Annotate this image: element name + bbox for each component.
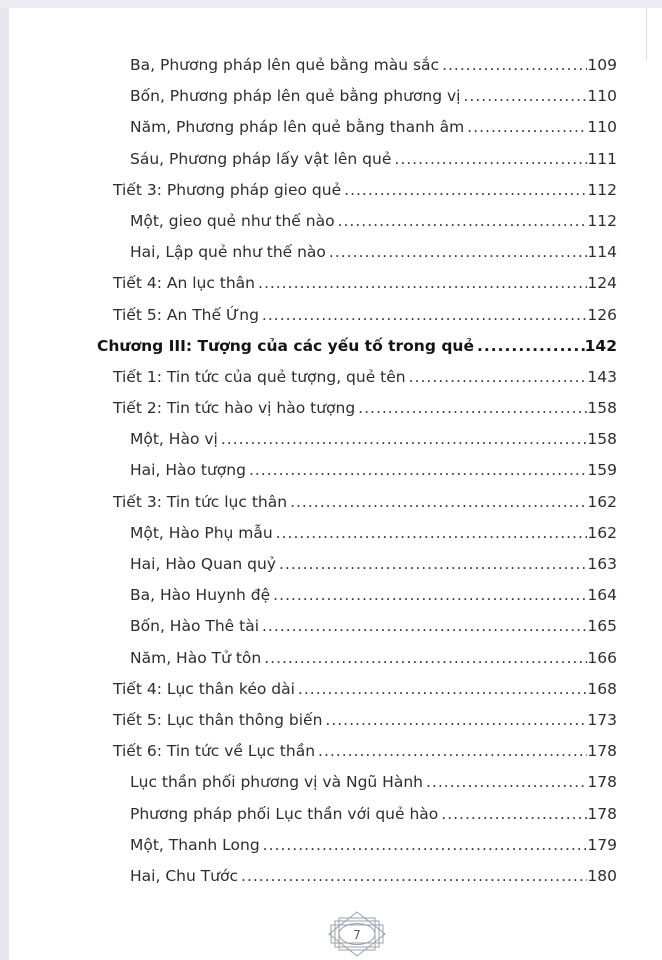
toc-entry-label: Một, gieo quẻ như thế nào	[130, 211, 335, 230]
page-edge-left	[0, 0, 9, 960]
dot-leader	[441, 799, 587, 830]
toc-entry-page: 178	[587, 773, 617, 792]
toc-entry-label: Lục thần phối phương vị và Ngũ Hành	[130, 773, 423, 792]
toc-entry	[97, 112, 617, 143]
toc-entry	[97, 799, 617, 830]
toc-entry	[97, 268, 617, 299]
toc-entry-page: 180	[587, 866, 617, 885]
toc-entry-page: 179	[587, 835, 617, 854]
toc-entry	[97, 767, 617, 798]
dot-leader	[298, 674, 587, 705]
toc-entry-label: Tiết 3: Phương pháp gieo quẻ	[113, 180, 342, 199]
toc-entry-label: Năm, Hào Tử tôn	[130, 648, 262, 667]
toc-entry-label: Một, Hào vị	[130, 430, 218, 449]
toc-entry-label: Tiết 5: Lục thân thông biến	[113, 710, 323, 729]
toc-entry	[97, 549, 617, 580]
page-number: 7	[353, 928, 361, 942]
toc-entry-label: Chương III: Tượng của các yếu tố trong quẻ	[97, 336, 474, 355]
toc-entry-label: Tiết 3: Tin tức lục thân	[113, 492, 288, 511]
dot-leader	[276, 518, 588, 549]
toc-entry-label: Hai, Chu Tước	[130, 866, 239, 885]
toc-entry	[97, 175, 617, 206]
toc-entry-page: 158	[587, 430, 617, 449]
dot-leader	[338, 206, 588, 237]
toc-entry	[97, 50, 617, 81]
toc-entry-label: Hai, Lập quẻ như thế nào	[130, 243, 326, 262]
toc-entry-label: Hai, Hào tượng	[130, 461, 246, 480]
toc-entry-page: 110	[587, 87, 617, 106]
toc-entry-label: Tiết 6: Tin tức về Lục thần	[113, 742, 316, 761]
dot-leader	[329, 237, 587, 268]
toc-entry	[97, 144, 617, 175]
toc-entry-label: Ba, Hào Huynh đệ	[130, 586, 271, 605]
dot-leader	[264, 643, 587, 674]
toc-entry-label: Một, Hào Phụ mẫu	[130, 523, 273, 542]
toc-entry	[97, 331, 617, 362]
toc-entry	[97, 455, 617, 486]
toc-entry-page: 163	[587, 555, 617, 573]
toc-entry-page: 158	[587, 399, 617, 418]
dot-leader	[258, 268, 587, 299]
dot-leader	[290, 487, 587, 518]
toc-entry-label: Tiết 1: Tin tức của quẻ tượng, quẻ tên	[113, 367, 406, 386]
dot-leader	[477, 331, 585, 362]
table-of-contents	[97, 50, 617, 892]
toc-entry	[97, 393, 617, 424]
dot-leader	[262, 611, 587, 642]
toc-entry	[97, 861, 617, 892]
toc-entry-page: 166	[587, 648, 617, 667]
page-number-ornament	[324, 911, 390, 960]
toc-entry	[97, 487, 617, 518]
toc-entry-page: 178	[587, 804, 617, 823]
toc-entry-label: Tiết 5: An Thế Ứng	[113, 305, 259, 324]
page-edge-line	[646, 8, 647, 60]
toc-entry-page: 112	[587, 211, 617, 230]
toc-entry-label: Một, Thanh Long	[130, 835, 260, 854]
toc-entry	[97, 424, 617, 455]
toc-entry	[97, 736, 617, 767]
dot-leader	[409, 362, 588, 393]
toc-entry-page: 168	[587, 679, 617, 698]
toc-entry-page: 162	[587, 523, 617, 542]
toc-entry	[97, 830, 617, 861]
toc-entry	[97, 705, 617, 736]
toc-entry	[97, 580, 617, 611]
dot-leader	[426, 767, 587, 798]
toc-entry-label: Ba, Phương pháp lên quẻ bằng màu sắc	[130, 56, 440, 74]
toc-entry-page: 143	[587, 367, 617, 386]
dot-leader	[394, 144, 587, 175]
toc-entry	[97, 237, 617, 268]
toc-entry-page: 173	[587, 710, 617, 729]
dot-leader	[358, 393, 587, 424]
toc-entry-page: 159	[587, 461, 617, 480]
toc-entry	[97, 362, 617, 393]
toc-entry-page: 114	[587, 243, 617, 262]
page-edge-top	[0, 0, 662, 8]
toc-entry	[97, 300, 617, 331]
toc-entry-page: 164	[587, 586, 617, 605]
dot-leader	[241, 861, 587, 892]
toc-entry-page: 142	[584, 336, 617, 355]
dot-leader	[325, 705, 587, 736]
toc-entry-label: Bốn, Hào Thê tài	[130, 617, 259, 636]
dot-leader	[279, 549, 587, 580]
toc-entry	[97, 206, 617, 237]
dot-leader	[463, 81, 587, 112]
toc-entry-page: 178	[587, 742, 617, 761]
toc-entry	[97, 674, 617, 705]
toc-entry-label: Tiết 4: Lục thân kéo dài	[113, 679, 295, 698]
toc-entry-page: 124	[587, 274, 617, 293]
dot-leader	[221, 424, 588, 455]
toc-entry-page: 162	[587, 492, 617, 511]
toc-entry-label: Hai, Hào Quan quỷ	[130, 555, 276, 573]
toc-entry-page: 112	[587, 180, 617, 199]
toc-entry-label: Sáu, Phương pháp lấy vật lên quẻ	[130, 149, 392, 168]
toc-entry	[97, 611, 617, 642]
toc-entry-label: Phương pháp phối Lục thần với quẻ hào	[130, 804, 439, 823]
toc-entry	[97, 643, 617, 674]
toc-entry-page: 109	[587, 56, 617, 74]
dot-leader	[442, 50, 587, 81]
toc-entry-page: 165	[587, 617, 617, 636]
toc-entry	[97, 81, 617, 112]
dot-leader	[263, 830, 588, 861]
dot-leader	[262, 300, 587, 331]
toc-entry-page: 126	[587, 305, 617, 324]
dot-leader	[467, 112, 587, 143]
dot-leader	[273, 580, 587, 611]
toc-entry-label: Bốn, Phương pháp lên quẻ bằng phương vị	[130, 87, 461, 106]
toc-entry	[97, 518, 617, 549]
dot-leader	[249, 455, 587, 486]
toc-entry-page: 110	[587, 118, 617, 137]
dot-leader	[344, 175, 587, 206]
toc-entry-label: Tiết 4: An lục thân	[113, 274, 256, 293]
toc-entry-label: Năm, Phương pháp lên quẻ bằng thanh âm	[130, 118, 465, 137]
toc-entry-page: 111	[587, 149, 617, 168]
toc-entry-label: Tiết 2: Tin tức hào vị hào tượng	[113, 399, 356, 418]
dot-leader	[318, 736, 587, 767]
